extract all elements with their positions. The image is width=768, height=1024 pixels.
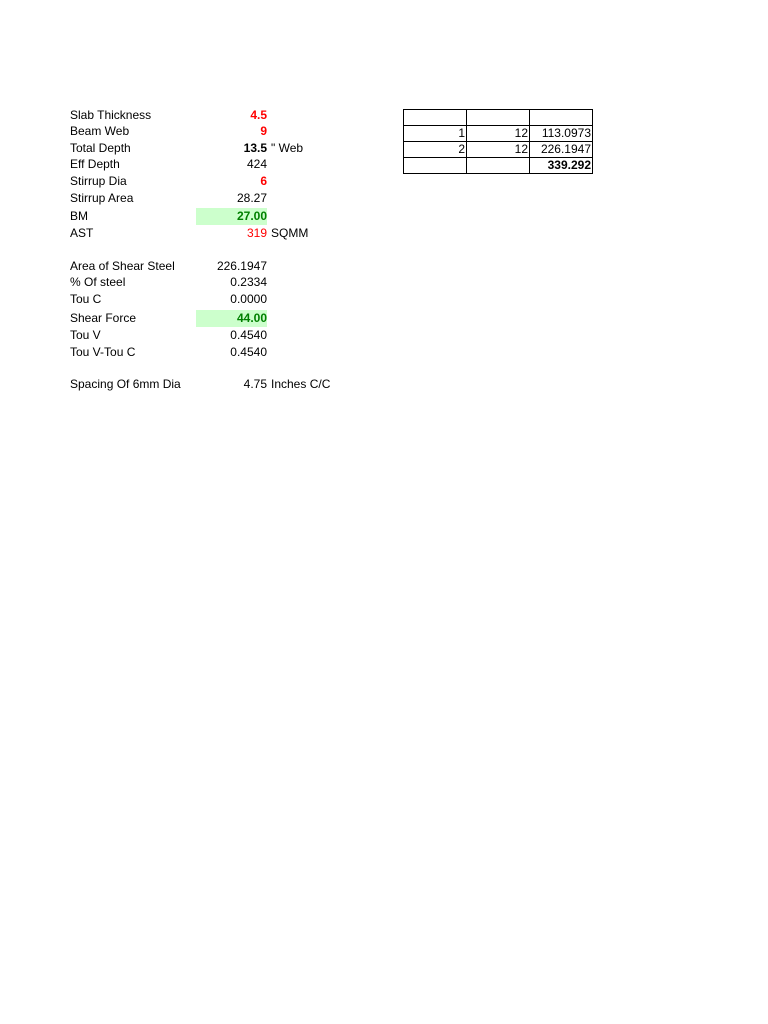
- percent-of-steel-label: % Of steel: [70, 275, 126, 289]
- table-cell[interactable]: [467, 158, 530, 174]
- spacing-unit: Inches C/C: [271, 377, 331, 391]
- row-total-depth: [0, 140, 768, 157]
- table-cell[interactable]: 12: [467, 126, 530, 142]
- row-spacing: [0, 376, 768, 393]
- table-total-cell[interactable]: 339.292: [530, 158, 593, 174]
- row-tou-v-minus-tou-c: [0, 344, 768, 361]
- shear-force-label: Shear Force: [70, 311, 137, 325]
- row-ast: [0, 225, 768, 242]
- spacing-label: Spacing Of 6mm Dia: [70, 377, 181, 391]
- bm-value[interactable]: 27.00: [196, 208, 267, 225]
- row-shear-force: [0, 310, 768, 327]
- row-beam-web: [0, 123, 768, 140]
- stirrup-area-value[interactable]: 28.27: [236, 191, 267, 205]
- slab-thickness-value[interactable]: 4.5: [250, 108, 267, 122]
- ast-unit: SQMM: [271, 226, 309, 240]
- tou-v-minus-tou-c-label: Tou V-Tou C: [70, 345, 136, 359]
- table-row: [404, 126, 593, 142]
- eff-depth-value[interactable]: 424: [246, 157, 267, 171]
- table-row: [404, 142, 593, 158]
- row-tou-c: [0, 291, 768, 308]
- bm-label: BM: [70, 209, 88, 223]
- row-slab-thickness: [0, 107, 768, 124]
- bar-area-table: [403, 109, 593, 174]
- row-stirrup-area: [0, 190, 768, 207]
- table-row: [404, 110, 593, 126]
- table-cell[interactable]: [404, 158, 467, 174]
- percent-of-steel-value[interactable]: 0.2334: [230, 275, 267, 289]
- table-cell[interactable]: 113.0973: [530, 126, 593, 142]
- table-cell[interactable]: [467, 110, 530, 126]
- total-depth-value[interactable]: 13.5: [243, 141, 267, 155]
- eff-depth-label: Eff Depth: [70, 157, 120, 171]
- spacing-value[interactable]: 4.75: [243, 377, 267, 391]
- row-tou-v: [0, 327, 768, 344]
- table-cell[interactable]: 2: [404, 142, 467, 158]
- ast-value[interactable]: 319: [246, 226, 267, 240]
- tou-v-value[interactable]: 0.4540: [230, 328, 267, 342]
- tou-v-label: Tou V: [70, 328, 101, 342]
- shear-force-value[interactable]: 44.00: [196, 310, 267, 327]
- table-cell[interactable]: [530, 110, 593, 126]
- ast-label: AST: [70, 226, 94, 240]
- row-area-of-shear-steel: [0, 258, 768, 275]
- total-depth-unit: " Web: [271, 141, 304, 155]
- tou-c-label: Tou C: [70, 292, 102, 306]
- beam-web-label: Beam Web: [70, 124, 130, 138]
- stirrup-dia-value[interactable]: 6: [260, 174, 267, 188]
- beam-web-value[interactable]: 9: [260, 124, 267, 138]
- stirrup-dia-label: Stirrup Dia: [70, 174, 127, 188]
- table-cell[interactable]: [404, 110, 467, 126]
- row-stirrup-dia: [0, 173, 768, 190]
- table-cell[interactable]: 1: [404, 126, 467, 142]
- row-bm: [0, 208, 768, 225]
- area-of-shear-steel-label: Area of Shear Steel: [70, 259, 175, 273]
- slab-thickness-label: Slab Thickness: [70, 108, 152, 122]
- stirrup-area-label: Stirrup Area: [70, 191, 134, 205]
- area-of-shear-steel-value[interactable]: 226.1947: [216, 259, 267, 273]
- row-eff-depth: [0, 156, 768, 173]
- tou-c-value[interactable]: 0.0000: [230, 292, 267, 306]
- total-depth-label: Total Depth: [70, 141, 131, 155]
- row-percent-of-steel: [0, 274, 768, 291]
- tou-v-minus-tou-c-value[interactable]: 0.4540: [230, 345, 267, 359]
- table-row: [404, 158, 593, 174]
- table-cell[interactable]: 12: [467, 142, 530, 158]
- table-cell[interactable]: 226.1947: [530, 142, 593, 158]
